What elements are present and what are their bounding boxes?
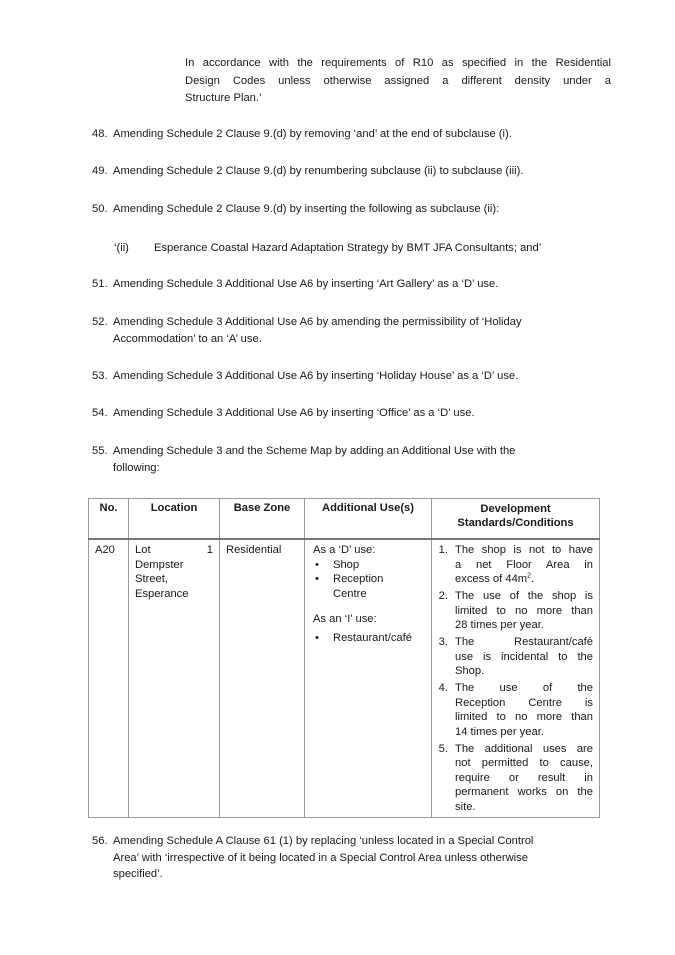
condition-text-line: site. (455, 800, 476, 813)
condition-number: 3. (438, 636, 448, 648)
condition-number: 5. (438, 742, 448, 755)
location-lot-number: 1 (206, 544, 213, 556)
cell-conditions (432, 539, 600, 817)
table-row (89, 539, 600, 817)
condition-text-line: a net Floor Area in (455, 558, 593, 571)
item-text: Amending Schedule A Clause 61 (1) by replacing ‘unless located in a Special Control (113, 835, 534, 847)
header-base-zone: Base Zone (220, 499, 305, 540)
header-no: No. (89, 499, 129, 540)
condition-number: 1. (438, 544, 448, 556)
condition-item (432, 543, 593, 587)
subclause-ii (114, 240, 541, 256)
item-text: Amending Schedule 3 Additional Use A6 by inserting ‘Office’ as a ‘D’ use. (113, 407, 475, 419)
list-item: • Restaurant/café (315, 631, 412, 644)
condition-text-line: 14 times per year. (455, 725, 544, 738)
location-street-suffix: Street, (135, 573, 168, 585)
item-text-continued: specified’. (113, 868, 163, 880)
item-number: 48. (92, 128, 108, 140)
condition-text-line: The use of the shop is (455, 590, 593, 602)
item-text: Amending Schedule 3 Additional Use A6 by inserting ‘Art Gallery’ as a ‘D’ use. (113, 278, 499, 290)
condition-text-line: not permitted to cause, (455, 757, 593, 769)
d-use-heading: As a ‘D’ use: (313, 544, 376, 556)
item-text-continued: Accommodation’ to an ‘A’ use. (113, 332, 262, 345)
cell-additional-uses (305, 539, 432, 817)
subclause-label: ‘(ii) (114, 242, 129, 254)
item-text-continued: Area’ with ‘irrespective of it being located in a Special Control Area unless otherwise (113, 851, 528, 864)
location-street: Dempster (135, 558, 184, 571)
bullet-icon: • (315, 631, 319, 644)
condition-text-line: excess of 44m (455, 573, 528, 585)
condition-number: 4. (438, 682, 448, 694)
intro-line: Design Codes unless otherwise assigned a different density under a (185, 74, 611, 87)
condition-item (432, 681, 593, 739)
item-number: 55. (92, 445, 108, 457)
condition-item (432, 742, 593, 815)
condition-text-line: Shop. (455, 665, 485, 677)
table-header-row (89, 499, 600, 540)
intro-line: Structure Plan.’ (185, 92, 262, 104)
item-text-continued: following: (113, 461, 160, 474)
list-item: • Shop (315, 558, 360, 571)
item-text: Amending Schedule 2 Clause 9.(d) by inserting the following as subclause (ii): (113, 203, 500, 215)
condition-text-line: The additional uses are (455, 742, 593, 755)
i-use-heading: As an ‘I’ use: (313, 613, 377, 625)
item-text: Amending Schedule 3 Additional Use A6 by amending the permissibility of ‘Holiday (113, 316, 522, 328)
item-text: Amending Schedule 3 and the Scheme Map by adding an Additional Use with the (113, 445, 516, 457)
additional-use-table (88, 498, 600, 818)
punctuation: . (531, 573, 535, 585)
bullet-icon: • (315, 558, 319, 571)
location-lot: Lot (135, 544, 151, 556)
cell-location (129, 539, 220, 817)
item-number: 56. (92, 835, 108, 847)
condition-item (432, 589, 593, 633)
cell-base-zone: Residential (220, 539, 305, 817)
intro-paragraph (185, 55, 611, 108)
condition-item (432, 635, 593, 679)
bullet-icon: • (315, 573, 319, 585)
item-text: Amending Schedule 2 Clause 9.(d) by removing ‘and’ at the end of subclause (i). (113, 128, 512, 140)
condition-number: 2. (438, 590, 448, 602)
item-text: Amending Schedule 2 Clause 9.(d) by renumbering subclause (ii) to subclause (iii). (113, 165, 524, 177)
header-additional-uses: Additional Use(s) (305, 499, 432, 540)
cell-no: A20 (89, 539, 129, 817)
item-number: 54. (92, 407, 108, 419)
condition-text-line: Reception Centre is (455, 696, 593, 709)
condition-text-line: permanent works on the (455, 786, 593, 798)
item-number: 51. (92, 278, 108, 290)
subclause-text: Esperance Coastal Hazard Adaptation Strategy by BMT JFA Consultants; and’ (154, 242, 542, 254)
conditions-list (432, 543, 593, 814)
condition-text-line: use is incidental to the (455, 650, 593, 663)
superscript: 2 (527, 572, 532, 580)
item-number: 53. (92, 370, 108, 382)
header-conditions: Development Standards/Conditions (432, 499, 600, 540)
condition-text-line: The shop is not to have (455, 544, 593, 556)
condition-text-line: require or result in (455, 771, 593, 784)
list-item: • Reception Centre (315, 573, 384, 600)
item-number: 52. (92, 316, 108, 328)
condition-text-line: The Restaurant/café (455, 636, 593, 648)
condition-text-line: limited to no more than (455, 604, 593, 617)
item-number: 49. (92, 165, 108, 177)
condition-text-line: limited to no more than (455, 711, 593, 723)
intro-line: In accordance with the requirements of R10 as specified in the Residential (185, 57, 611, 69)
item-text: Amending Schedule 3 Additional Use A6 by inserting ‘Holiday House’ as a ‘D’ use. (113, 370, 519, 382)
condition-text-line: 28 times per year. (455, 619, 544, 631)
header-location: Location (129, 499, 220, 540)
item-number: 50. (92, 203, 108, 215)
location-town: Esperance (135, 587, 189, 600)
condition-text-line: The use of the (455, 682, 593, 694)
